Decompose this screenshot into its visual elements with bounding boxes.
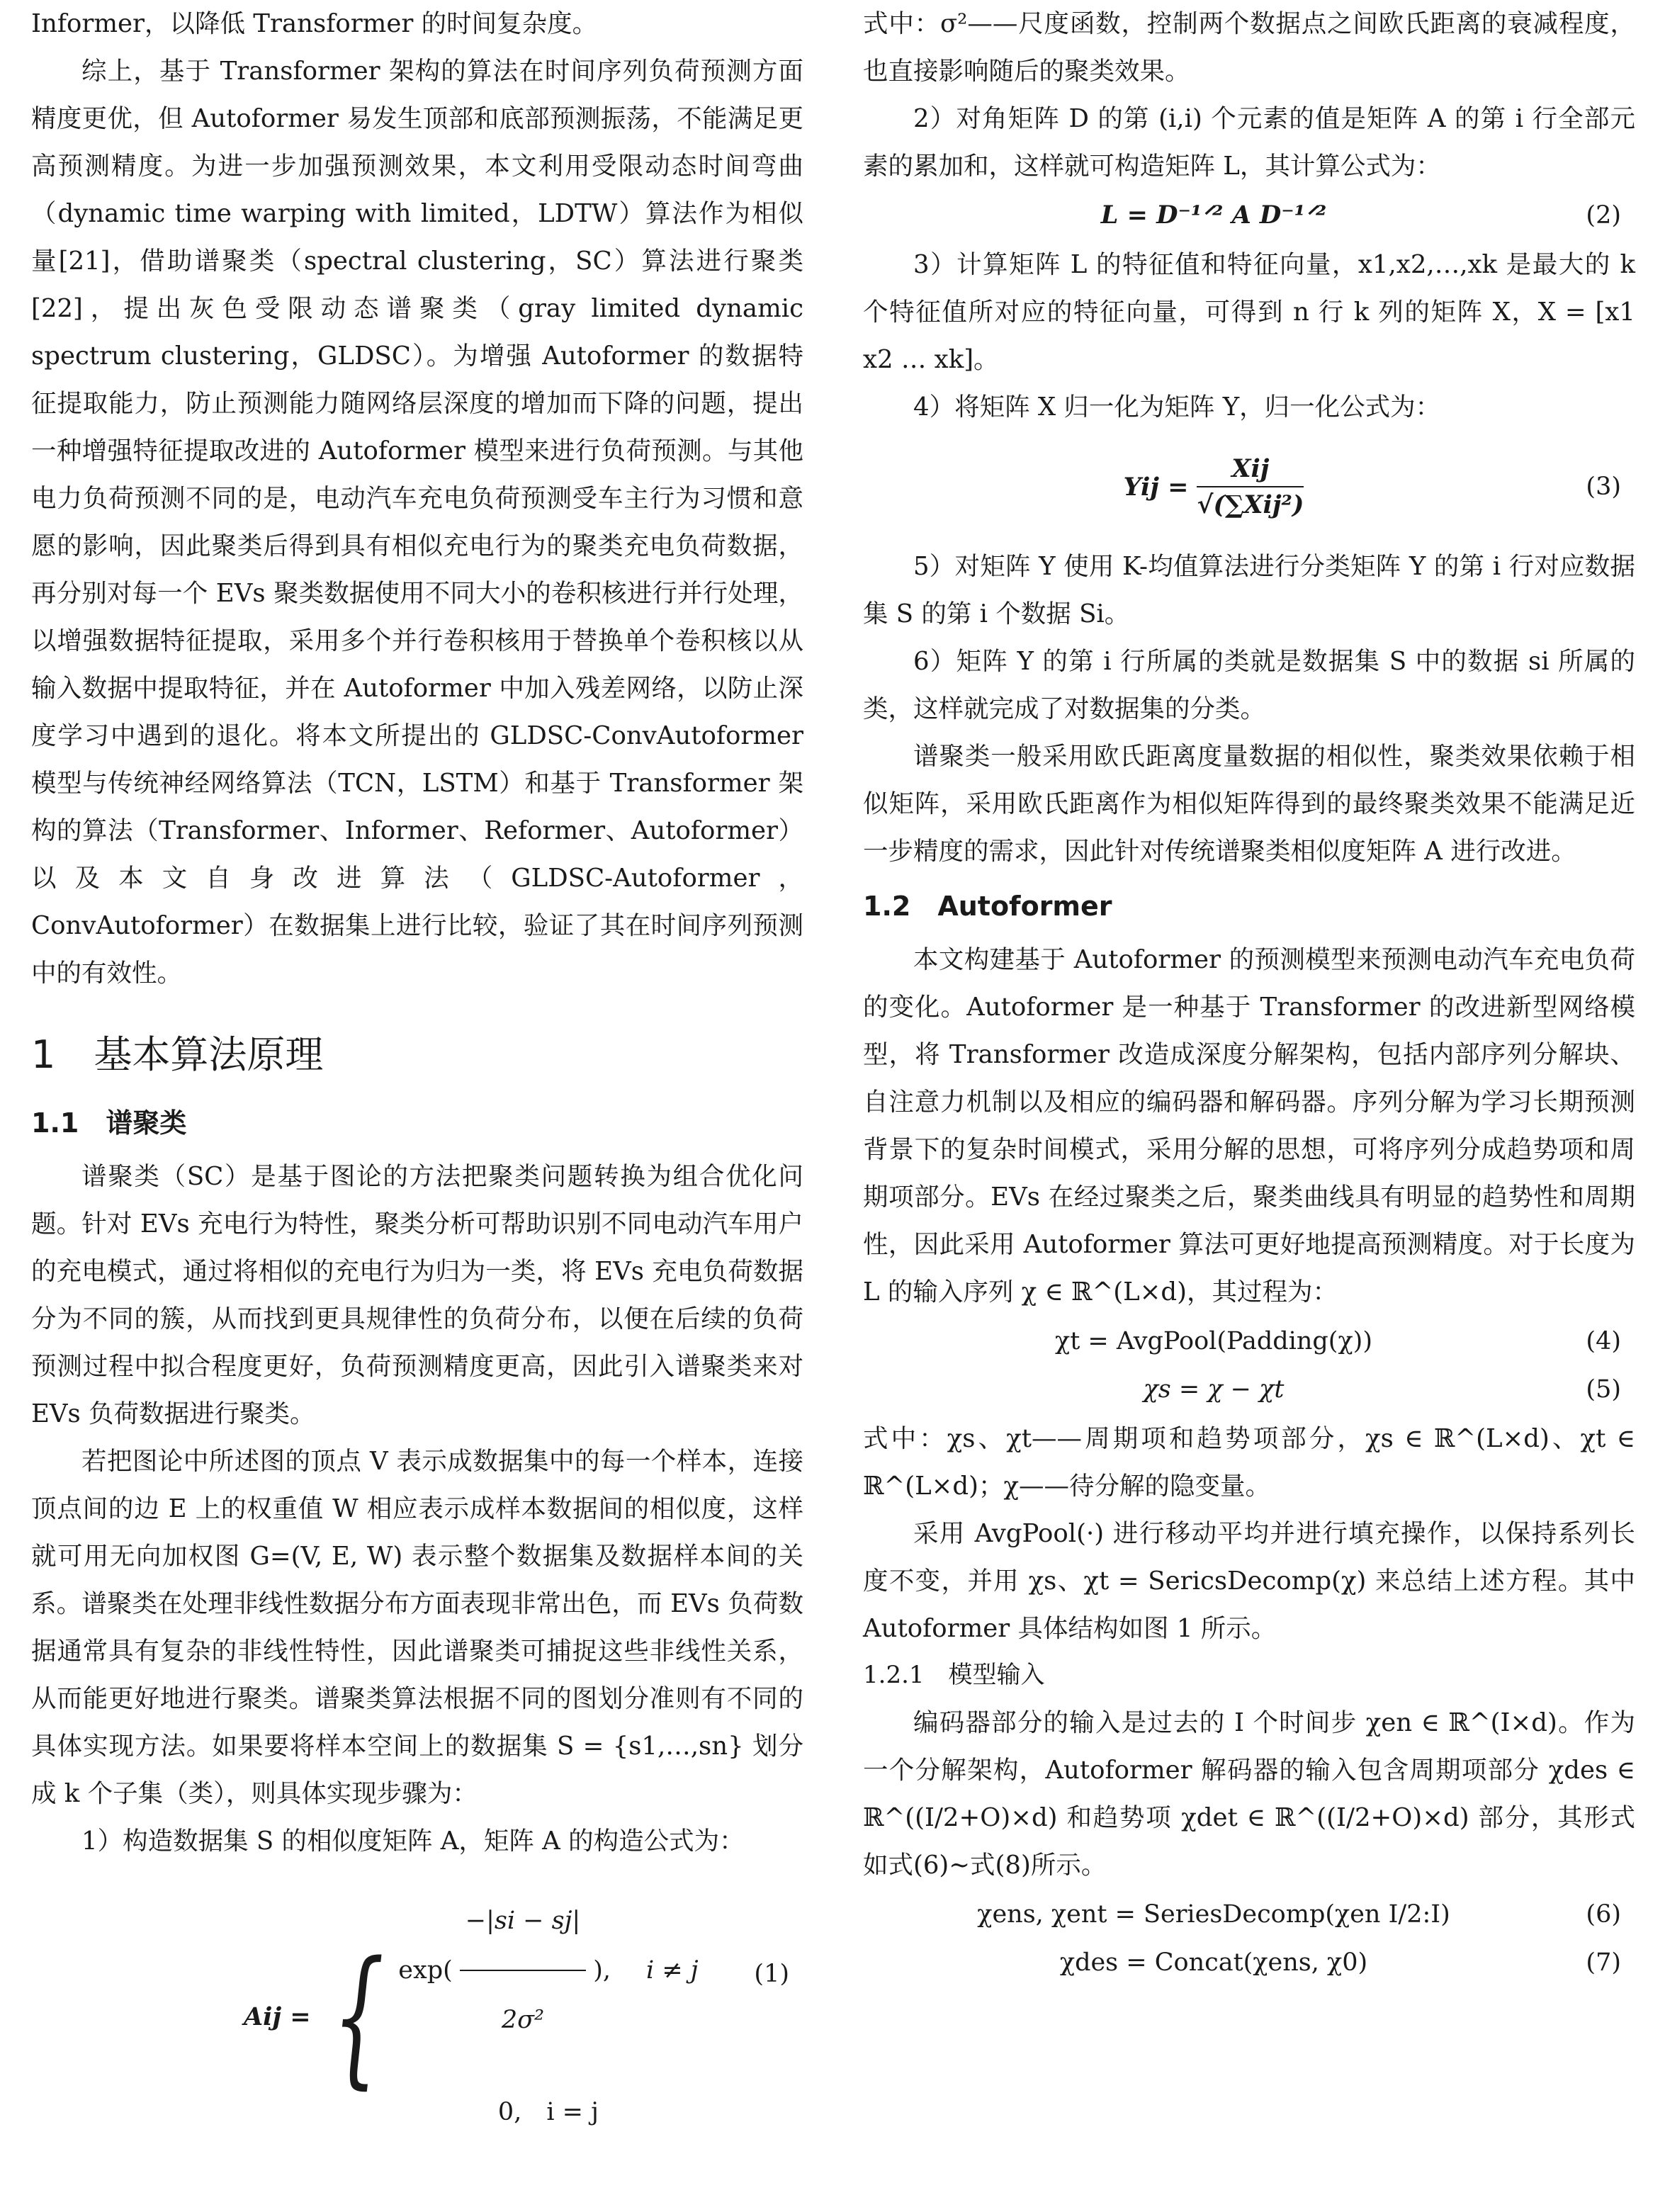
equation-number: (4): [1586, 1327, 1621, 1355]
equation-3: [863, 434, 1635, 540]
paragraph: 4）将矩阵 X 归一化为矩阵 Y，归一化公式为：: [913, 393, 1441, 422]
equation-lhs: Aij =: [244, 2002, 311, 2031]
cases-block: [311, 1875, 699, 2158]
equation-2: L = D⁻¹ᐟ² A D⁻¹ᐟ² (2): [863, 193, 1635, 238]
equation-number: (2): [1586, 201, 1621, 230]
right-column: [863, 0, 1635, 1988]
equation-number: (1): [754, 1960, 789, 1988]
paragraph: 谱聚类一般采用欧氏距离度量数据的相似性，聚类效果依赖于相似矩阵，采用欧氏距离作为相似矩阵得到的最终聚类效果不能满足近一步精度的需求，因此针对传统谱聚类相似度矩阵 A 进行改进。: [863, 742, 1635, 866]
paragraph: 谱聚类（SC）是基于图论的方法把聚类问题转换为组合优化问题。针对 EVs 充电行为特性，聚类分析可帮助识别不同电动汽车用户的充电模式，通过将相似的充电行为归为一类，将 EVs 充电负荷数据分为不同的簇，从而找到更具规律性的负荷分布，以便在后续的负荷预测过程中拟合程度更好，负荷预测精度更高，因此引入谱聚类来对 EVs 负荷数据进行聚类。: [31, 1162, 803, 1428]
section-heading: 1 基本算法原理: [31, 1032, 324, 1077]
paragraph: 式中：χs、χt——周期项和趋势项部分，χs ∈ ℝ^(L×d)、χt ∈ ℝ^(L×d)；χ——待分解的隐变量。: [863, 1424, 1635, 1501]
equation-number: (3): [1586, 473, 1621, 501]
equation-1: [31, 1868, 803, 2126]
case-2: 0, i = j: [497, 2098, 599, 2126]
paragraph: 采用 AvgPool(·) 进行移动平均并进行填充操作，以保持系列长度不变，并用 χs、χt = SericsDecomp(χ) 来总结上述方程。其中 Autoformer 具体结构如图 1 所示。: [863, 1519, 1635, 1643]
equation-lhs: Yij =: [1123, 472, 1189, 502]
paragraph: 1）构造数据集 S 的相似度矩阵 A，矩阵 A 的构造公式为：: [81, 1827, 745, 1856]
equation-7: χdes = Concat(χens, χ0) (7): [863, 1940, 1635, 1985]
paragraph: 若把图论中所述图的顶点 V 表示成数据集中的每一个样本，连接顶点间的边 E 上的权重值 W 相应表示成样本数据间的相似度，这样就可用无向加权图 G=(V, E, W) 表示整个数据集及数据样本间的关系。谱聚类在处理非线性数据分布方面表现非常出色，而 EVs 负荷数据通常具有复杂的非线性特性，因此谱聚类可捕捉这些非线性关系，从而能更好地进行聚类。谱聚类算法根据不同的图划分准则有不同的具体实现方法。如果要将样本空间上的数据集 S = {s1,…,sn} 划分成 k 个子集（类），则具体实现步骤为：: [31, 1447, 803, 1808]
paragraph: 6）矩阵 Y 的第 i 行所属的类就是数据集 S 中的数据 si 所属的类，这样就完成了对数据集的分类。: [863, 647, 1635, 723]
paragraph: 本文构建基于 Autoformer 的预测模型来预测电动汽车充电负荷的变化。Autoformer 是一种基于 Transformer 的改进新型网络模型，将 Transformer 改造成深度分解架构，包括内部序列分解块、自注意力机制以及相应的编码器和解码器。序列分解为学习长期预测背景下的复杂时间模式，采用分解的思想，可将序列分成趋势项和周期项部分。EVs 在经过聚类之后，聚类曲线具有明显的趋势性和周期性，因此采用 Autoformer 算法可更好地提高预测精度。对于长度为 L 的输入序列 χ ∈ ℝ^(L×d)，其过程为：: [863, 945, 1635, 1307]
paragraph: 3）计算矩阵 L 的特征值和特征向量，x1,x2,…,xk 是最大的 k 个特征值所对应的特征向量，可得到 n 行 k 列的矩阵 X，X = [x1 x2 … xk]。: [863, 250, 1635, 374]
equation-number: (5): [1586, 1375, 1621, 1404]
paragraph: 式中：σ²——尺度函数，控制两个数据点之间欧氏距离的衰减程度，也直接影响随后的聚类效果。: [863, 9, 1635, 86]
paragraph: 2）对角矩阵 D 的第 (i,i) 个元素的值是矩阵 A 的第 i 行全部元素的累加和，这样就可构造矩阵 L，其计算公式为：: [863, 104, 1635, 181]
left-column: [31, 0, 803, 2126]
case-1: exp( $\frac{-|si - sj|}{\text{2σ²}}$ ), i ≠ j: [398, 1875, 698, 2066]
equation-number: (6): [1586, 1900, 1621, 1929]
subsection-heading: 1.2 Autoformer: [863, 891, 1112, 922]
fraction: $\frac{\text{Xij}}{\text{√(∑Xij²)}}$: [1197, 454, 1304, 519]
paragraph: 5）对矩阵 Y 使用 K-均值算法进行分类矩阵 Y 的第 i 行对应数据集 S 的第 i 个数据 Si。: [863, 552, 1635, 628]
subsubsection-heading: 1.2.1 模型输入: [863, 1661, 1045, 1689]
fraction: $\frac{-|si - sj|}{\text{2σ²}}$: [460, 1875, 586, 2066]
equation-5: χs = χ − χt (5): [863, 1367, 1635, 1412]
subsection-heading: 1.1 谱聚类: [31, 1107, 187, 1139]
paragraph: 编码器部分的输入是过去的 I 个时间步 χen ∈ ℝ^(I×d)。作为一个分解架构，Autoformer 解码器的输入包含周期项部分 χdes ∈ ℝ^((I/2+O)×d) 和趋势项 χdet ∈ ℝ^((I/2+O)×d) 部分，其形式如式(6)~式(8)所示。: [863, 1708, 1635, 1880]
paragraph: Informer，以降低 Transformer 的时间复杂度。: [31, 9, 598, 38]
paragraph: 综上，基于 Transformer 架构的算法在时间序列负荷预测方面精度更优，但 Autoformer 易发生顶部和底部预测振荡，不能满足更高预测精度。为进一步加强预测效果，本文利用受限动态时间弯曲（dynamic time warping with limited，LDTW）算法作为相似量[21]，借助谱聚类（spectral clustering，SC）算法进行聚类[22]，提出灰色受限动态谱聚类（gray limited dynamic spectrum clustering，GLDSC）。为增强 Autoformer 的数据特征提取能力，防止预测能力随网络层深度的增加而下降的问题，提出一种增强特征提取改进的 Autoformer 模型来进行负荷预测。与其他电力负荷预测不同的是，电动汽车充电负荷预测受车主行为习惯和意愿的影响，因此聚类后得到具有相似充电行为的聚类充电负荷数据，再分别对每一个 EVs 聚类数据使用不同大小的卷积核进行并行处理，以增强数据特征提取，采用多个并行卷积核用于替换单个卷积核以从输入数据中提取特征，并在 Autoformer 中加入残差网络，以防止深度学习中遇到的退化。将本文所提出的 GLDSC-ConvAutoformer 模型与传统神经网络算法（TCN，LSTM）和基于 Transformer 架构的算法（Transformer、Informer、Reformer、Autoformer）以及本文自身改进算法（GLDSC-Autoformer，ConvAutoformer）在数据集上进行比较，验证了其在时间序列预测中的有效性。: [31, 57, 803, 988]
brace-icon: {: [332, 1929, 385, 2103]
equation-4: χt = AvgPool(Padding(χ)) (4): [863, 1319, 1635, 1364]
equation-number: (7): [1586, 1948, 1621, 1977]
equation-6: χens, χent = SeriesDecomp(χen I/2:I) (6): [863, 1892, 1635, 1937]
